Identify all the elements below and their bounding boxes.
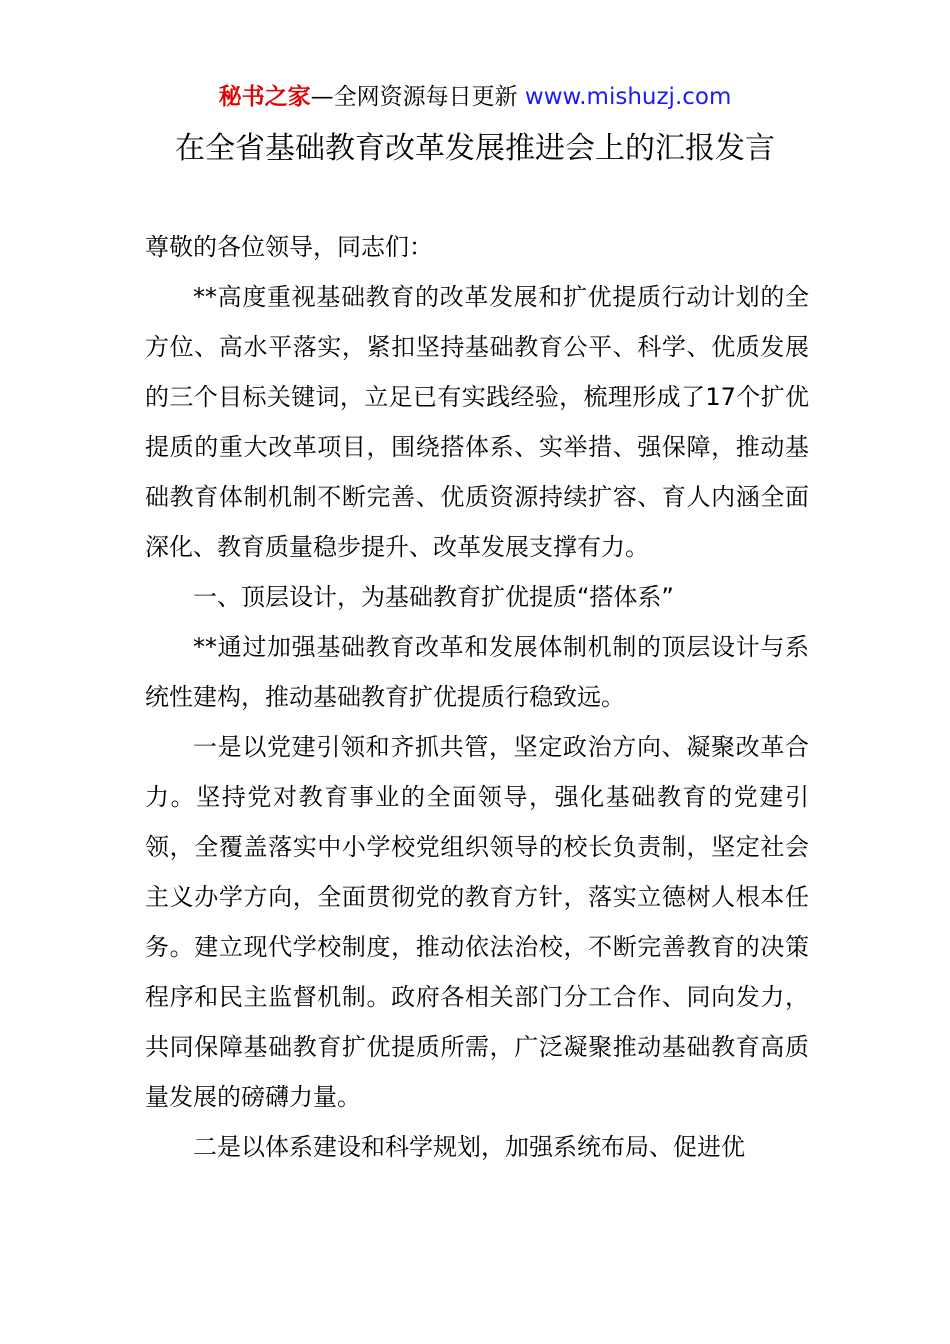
site-brand: 秘书之家 — [218, 84, 311, 110]
body-paragraph: 二是以体系建设和科学规划，加强系统布局、促进优 — [193, 1133, 745, 1161]
body-paragraph: **通过加强基础教育改革和发展体制机制的顶层设计与系统性建构，推动基础教育扩优提质行稳致远。 — [145, 633, 809, 711]
document-body — [145, 222, 809, 1172]
body-paragraph: **高度重视基础教育的改革发展和扩优提质行动计划的全方位、高水平落实，紧扣坚持基础教育公平、科学、优质发展的三个目标关键词，立足已有实践经验，梳理形成了17个扩优提质的重大改革项目，围绕搭体系、实举措、强保障，推动基础教育体制机制不断完善、优质资源持续扩容、育人内涵全面深化、教育质量稳步提升、改革发展支撑有力。 — [145, 283, 809, 561]
site-header — [0, 80, 950, 114]
site-tagline: —全网资源每日更新 — [310, 84, 518, 110]
site-url[interactable]: www.mishuzj.com — [524, 84, 732, 110]
document-title: 在全省基础教育改革发展推进会上的汇报发言 — [175, 131, 775, 166]
section-heading: 一、顶层设计，为基础教育扩优提质“搭体系” — [193, 583, 674, 611]
body-paragraph: 一是以党建引领和齐抓共管，坚定政治方向、凝聚改革合力。坚持党对教育事业的全面领导，强化基础教育的党建引领，全覆盖落实中小学校党组织领导的校长负责制，坚定社会主义办学方向，全面贯彻党的教育方针，落实立德树人根本任务。建立现代学校制度，推动依法治校，不断完善教育的决策程序和民主监督机制。政府各相关部门分工合作、同向发力，共同保障基础教育扩优提质所需，广泛凝聚推动基础教育高质量发展的磅礴力量。 — [145, 733, 809, 1111]
salutation: 尊敬的各位领导，同志们： — [145, 233, 433, 261]
